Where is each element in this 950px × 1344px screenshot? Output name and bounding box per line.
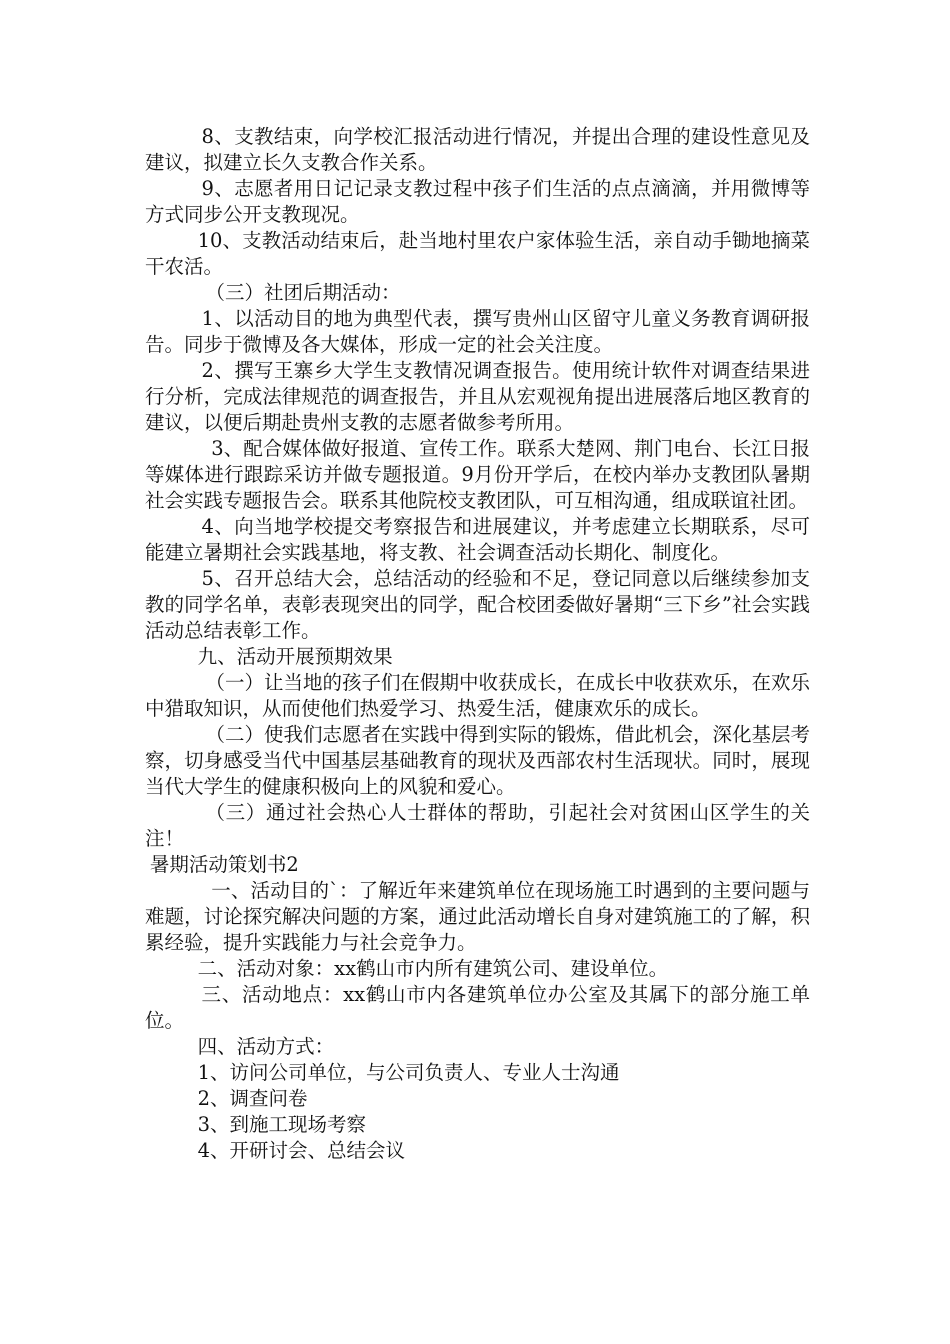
list-item-method-4: 4、开研讨会、总结会议 — [197, 1139, 406, 1162]
paragraph-purpose: 一、活动目的`：了解近年来建筑单位在现场施工时遇到的主要问题与难题，讨论探究解决问题的方案，通过此活动增长自身对建筑施工的了解，积累经验，提升实践能力与社会竞争力。 — [145, 879, 810, 954]
paragraph-item-10: 10、支教活动结束后，赴当地村里农户家体验生活，亲自动手锄地摘菜干农活。 — [145, 229, 810, 278]
paragraph-post-5: 5、召开总结大会，总结活动的经验和不足，登记同意以后继续参加支教的同学名单，表彰表现突出的同学，配合校团委做好暑期“三下乡”社会实践活动总结表彰工作。 — [145, 567, 810, 642]
paragraph-location: 三、活动地点：xx鹤山市内各建筑单位办公室及其属下的部分施工单位。 — [145, 983, 810, 1032]
paragraph-post-2: 2、撰写王寨乡大学生支教情况调查报告。使用统计软件对调查结果进行分析，完成法律规范的调查报告，并且从宏观视角提出进展落后地区教育的建议，以便后期赴贵州支教的志愿者做参考所用。 — [145, 359, 810, 434]
paragraph-effect-3: （三）通过社会热心人士群体的帮助，引起社会对贫困山区学生的关注！ — [145, 801, 810, 850]
paragraph-post-4: 4、向当地学校提交考察报告和进展建议，并考虑建立长期联系，尽可能建立暑期社会实践基地，将支教、社会调查活动长期化、制度化。 — [145, 515, 810, 564]
document-subtitle: 暑期活动策划书2 — [149, 853, 299, 876]
paragraph-post-3: 3、配合媒体做好报道、宣传工作。联系大楚网、荆门电台、长江日报等媒体进行跟踪采访并做专题报道。9月份开学后，在校内举办支教团队暑期社会实践专题报告会。联系其他院校支教团队，可互相沟通，组成联谊社团。 — [145, 437, 810, 512]
paragraph-effect-2: （二）使我们志愿者在实践中得到实际的锻炼，借此机会，深化基层考察，切身感受当代中国基层基础教育的现状及西部农村生活现状。同时，展现当代大学生的健康积极向上的风貌和爱心。 — [145, 723, 810, 798]
paragraph-target: 二、活动对象：xx鹤山市内所有建筑公司、建设单位。 — [197, 957, 669, 980]
list-item-method-2: 2、调查问卷 — [197, 1087, 308, 1110]
paragraph-item-9: 9、志愿者用日记记录支教过程中孩子们生活的点点滴滴，并用微博等方式同步公开支教现况。 — [145, 177, 810, 226]
section-heading-method: 四、活动方式： — [197, 1035, 335, 1058]
list-item-method-1: 1、访问公司单位，与公司负责人、专业人士沟通 — [197, 1061, 620, 1084]
paragraph-effect-1: （一）让当地的孩子们在假期中收获成长，在成长中收获欢乐，在欢乐中猎取知识，从而使他们热爱学习、热爱生活，健康欢乐的成长。 — [145, 671, 810, 720]
list-item-method-3: 3、到施工现场考察 — [197, 1113, 367, 1136]
paragraph-post-1: 1、以活动目的地为典型代表，撰写贵州山区留守儿童义务教育调研报告。同步于微博及各大媒体，形成一定的社会关注度。 — [145, 307, 810, 356]
section-heading-post-activity: （三）社团后期活动： — [205, 281, 401, 304]
section-heading-expected-effect: 九、活动开展预期效果 — [197, 645, 393, 668]
document-body — [145, 124, 810, 1164]
paragraph-item-8: 8、支教结束，向学校汇报活动进行情况，并提出合理的建设性意见及建议，拟建立长久支教合作关系。 — [145, 125, 810, 174]
